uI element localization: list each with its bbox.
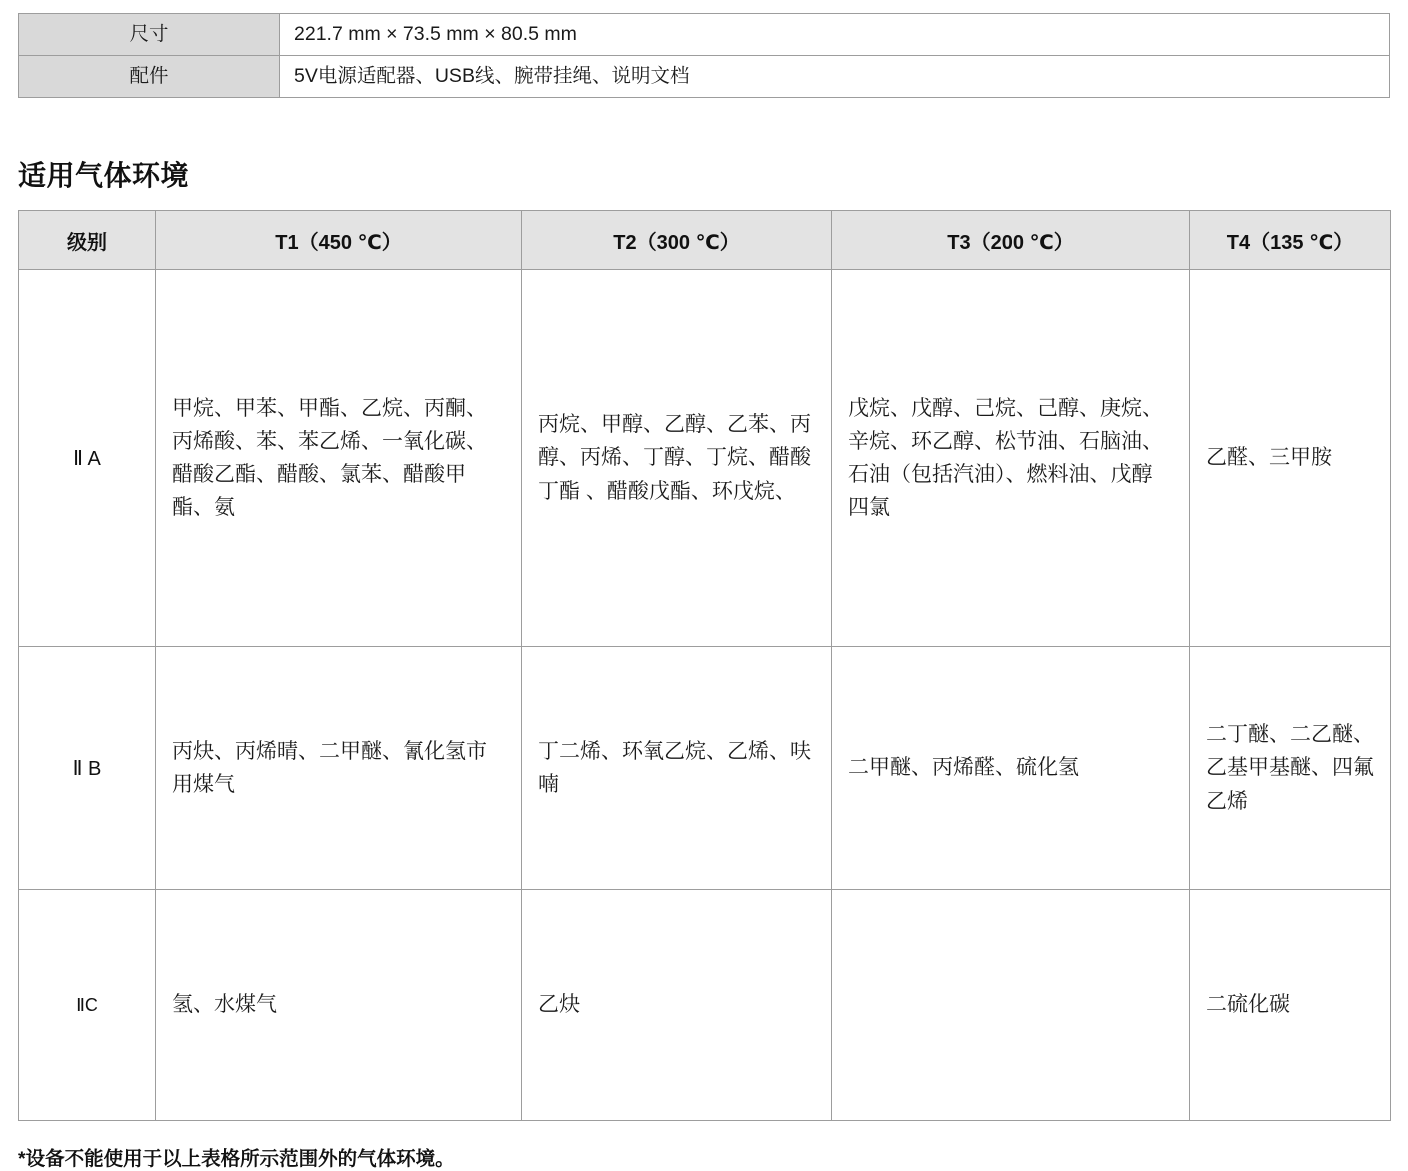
column-header-level: 级别 [19,211,156,270]
spec-label-accessories: 配件 [19,56,280,98]
spec-table [18,13,1390,98]
table-row [19,647,1391,890]
level-cell-iib: Ⅱ B [19,647,156,890]
column-header-t2: T2（300 ℃） [522,211,832,270]
gas-environment-table [18,210,1391,1121]
table-header-row [19,211,1391,270]
table-row [19,270,1391,647]
footnote: *设备不能使用于以上表格所示范围外的气体环境。 [18,1148,455,1170]
gas-cell-iia-t1: 甲烷、甲苯、甲酯、乙烷、丙酮、丙烯酸、苯、苯乙烯、一氧化碳、醋酸乙酯、醋酸、氯苯、醋酸甲酯、氨 [156,270,522,647]
table-row [19,14,1390,56]
gas-cell-iia-t4: 乙醛、三甲胺 [1190,270,1391,647]
column-header-t3: T3（200 ℃） [832,211,1190,270]
gas-cell-iic-t4: 二硫化碳 [1190,890,1391,1121]
table-row [19,890,1391,1121]
gas-cell-iib-t3: 二甲醚、丙烯醛、硫化氢 [832,647,1190,890]
level-cell-iic: ⅡC [19,890,156,1121]
spec-value-accessories: 5V电源适配器、USB线、腕带挂绳、说明文档 [280,56,1390,98]
gas-cell-iic-t3 [832,890,1190,1121]
spec-label-size: 尺寸 [19,14,280,56]
gas-cell-iib-t2: 丁二烯、环氧乙烷、乙烯、呋喃 [522,647,832,890]
spec-value-size: 221.7 mm × 73.5 mm × 80.5 mm [280,14,1390,56]
column-header-t4: T4（135 ℃） [1190,211,1391,270]
document-page [0,13,1408,1170]
level-cell-iia: Ⅱ A [19,270,156,647]
table-row [19,56,1390,98]
section-title: 适用气体环境 [18,160,190,191]
gas-cell-iib-t1: 丙炔、丙烯晴、二甲醚、氰化氢市用煤气 [156,647,522,890]
gas-cell-iia-t2: 丙烷、甲醇、乙醇、乙苯、丙醇、丙烯、丁醇、丁烷、醋酸丁酯 、醋酸戊酯、环戊烷、 [522,270,832,647]
gas-cell-iic-t2: 乙炔 [522,890,832,1121]
gas-cell-iib-t4: 二丁醚、二乙醚、乙基甲基醚、四氟乙烯 [1190,647,1391,890]
gas-cell-iic-t1: 氢、水煤气 [156,890,522,1121]
column-header-t1: T1（450 ℃） [156,211,522,270]
gas-cell-iia-t3: 戊烷、戊醇、己烷、己醇、庚烷、辛烷、环乙醇、松节油、石脑油、石油（包括汽油）、燃料油、戊醇四氯 [832,270,1190,647]
